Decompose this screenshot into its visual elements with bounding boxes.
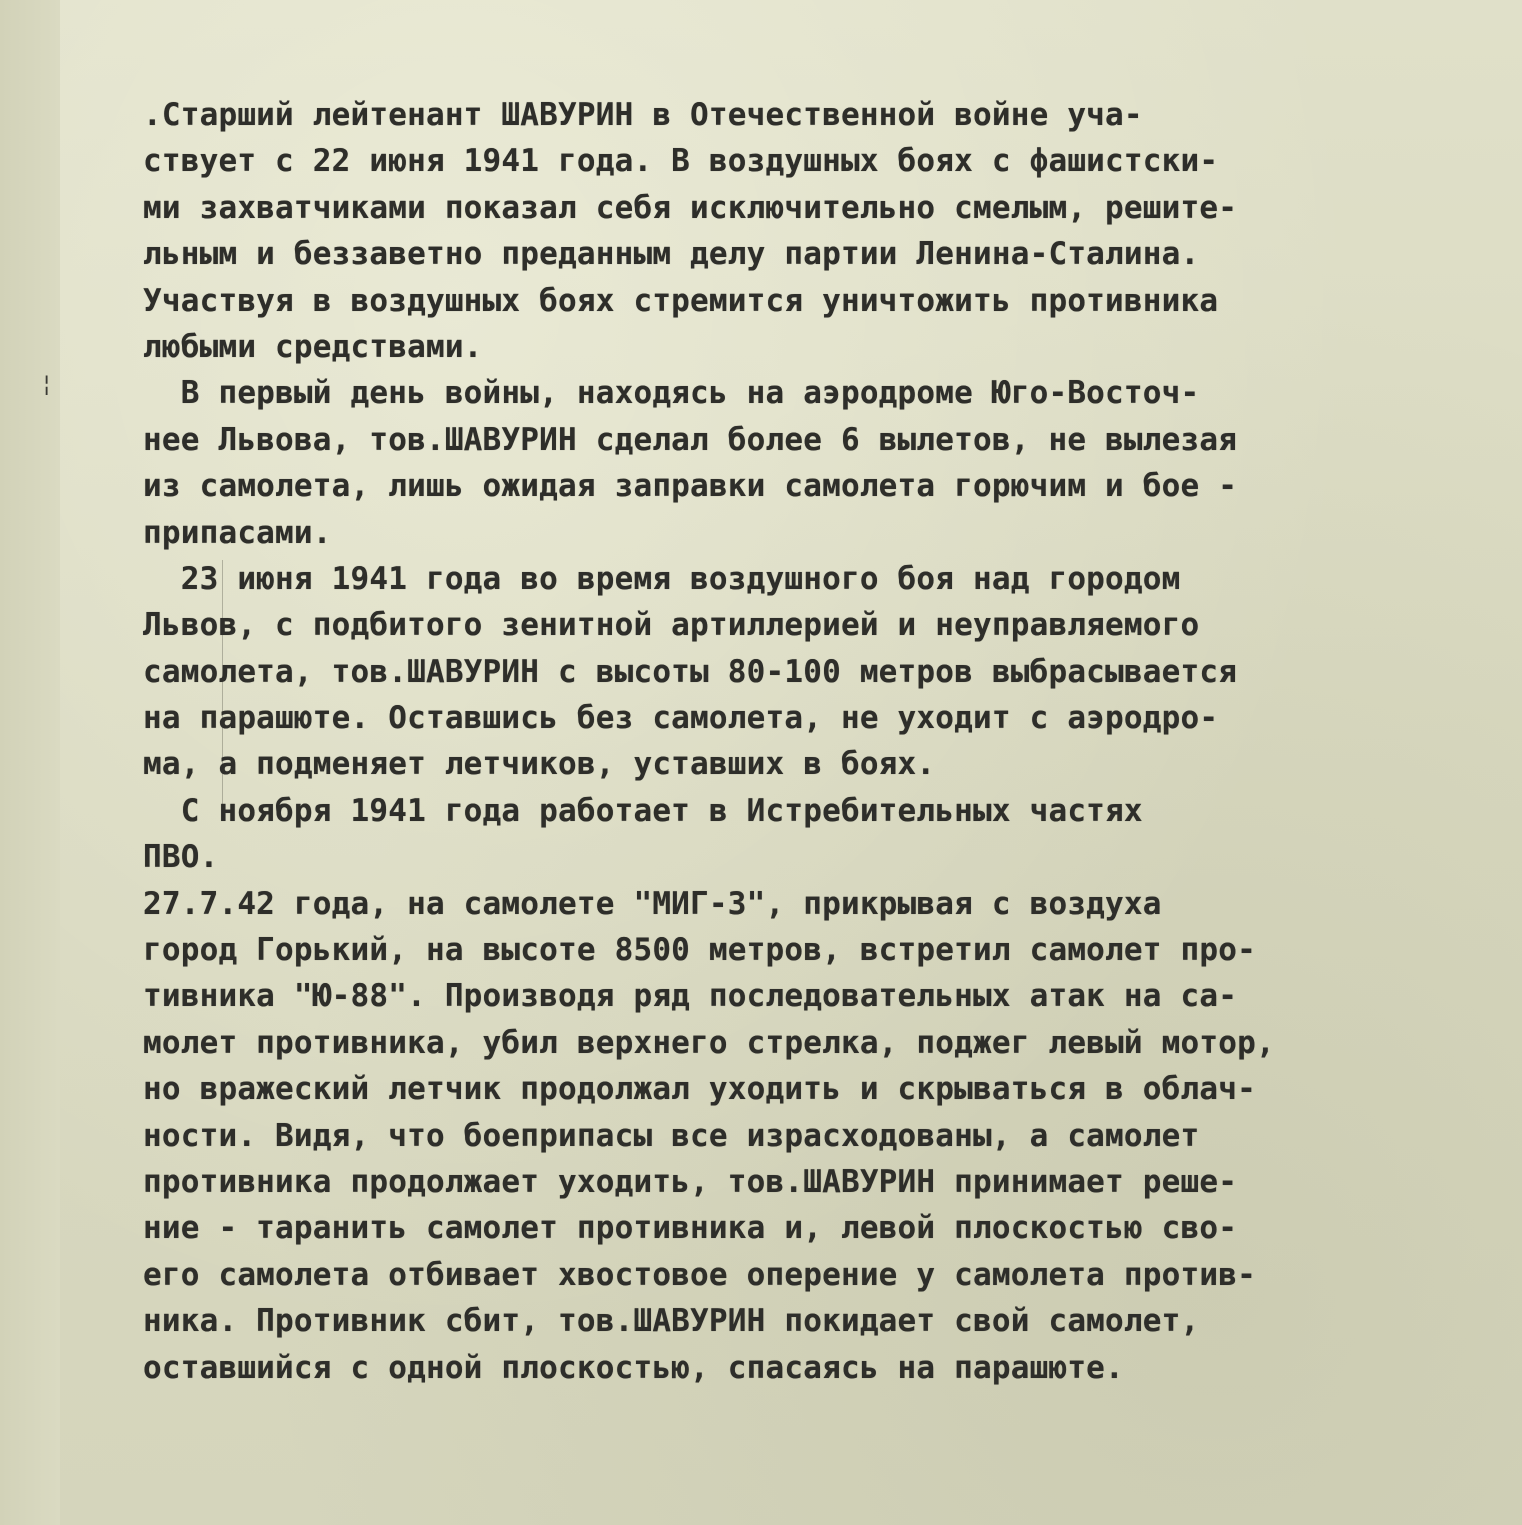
text-line: из самолета, лишь ожидая заправки самолета горючим и бое -: [143, 468, 1238, 505]
text-line: но вражеский летчик продолжал уходить и скрываться в облач-: [143, 1071, 1256, 1108]
text-line: нее Львова, тов.ШАВУРИН сделал более 6 вылетов, не вылезая: [143, 421, 1238, 458]
text-line: оставшийся с одной плоскостью, спасаясь на парашюте.: [143, 1349, 1124, 1386]
text-line: льным и беззаветно преданным делу партии Ленина-Сталина.: [143, 236, 1200, 273]
text-line: .Старший лейтенант ШАВУРИН в Отечественной войне уча-: [143, 97, 1143, 133]
text-line: тивника "Ю-88". Производя ряд последовательных атак на са-: [143, 978, 1238, 1015]
punch-mark: ¦: [40, 372, 54, 397]
text-line: его самолета отбивает хвостовое оперение у самолета против-: [143, 1256, 1256, 1293]
text-line: ма, а подменяет летчиков, уставших в боях.: [143, 746, 936, 783]
text-line: самолета, тов.ШАВУРИН с высоты 80-100 метров выбрасывается: [143, 653, 1238, 690]
text-line: противника продолжает уходить, тов.ШАВУРИН принимает реше-: [143, 1163, 1238, 1200]
text-line: молет противника, убил верхнего стрелка, поджег левый мотор,: [143, 1024, 1275, 1061]
text-line: Участвуя в воздушных боях стремится уничтожить противника: [143, 282, 1219, 319]
text-line: город Горький, на высоте 8500 метров, встретил самолет про-: [143, 932, 1256, 969]
typed-text: [143, 92, 1463, 1391]
text-line: ПВО.: [143, 839, 219, 876]
text-line: 27.7.42 года, на самолете "МИГ-3", прикрывая с воздуха: [143, 885, 1162, 922]
text-line: ности. Видя, что боеприпасы все израсходованы, а самолет: [143, 1117, 1200, 1154]
paper-edge: [0, 0, 60, 1525]
text-line: припасами.: [143, 514, 332, 551]
text-line: В первый день войны, находясь на аэродроме Юго-Восточ-: [143, 375, 1200, 412]
text-line: Львов, с подбитого зенитной артиллерией и неуправляемого: [143, 607, 1200, 644]
text-line: ствует с 22 июня 1941 года. В воздушных боях с фашистски-: [143, 143, 1219, 180]
text-line: ние - таранить самолет противника и, левой плоскостью сво-: [143, 1210, 1238, 1247]
text-line: ника. Противник сбит, тов.ШАВУРИН покидает свой самолет,: [143, 1303, 1200, 1340]
text-line: 23 июня 1941 года во время воздушного боя над городом: [143, 560, 1181, 597]
text-line: на парашюте. Оставшись без самолета, не уходит с аэродро-: [143, 700, 1219, 737]
text-line: ми захватчиками показал себя исключительно смелым, решите-: [143, 189, 1238, 226]
text-line: С ноября 1941 года работает в Истребительных частях: [143, 792, 1143, 829]
text-line: любыми средствами.: [143, 328, 483, 365]
